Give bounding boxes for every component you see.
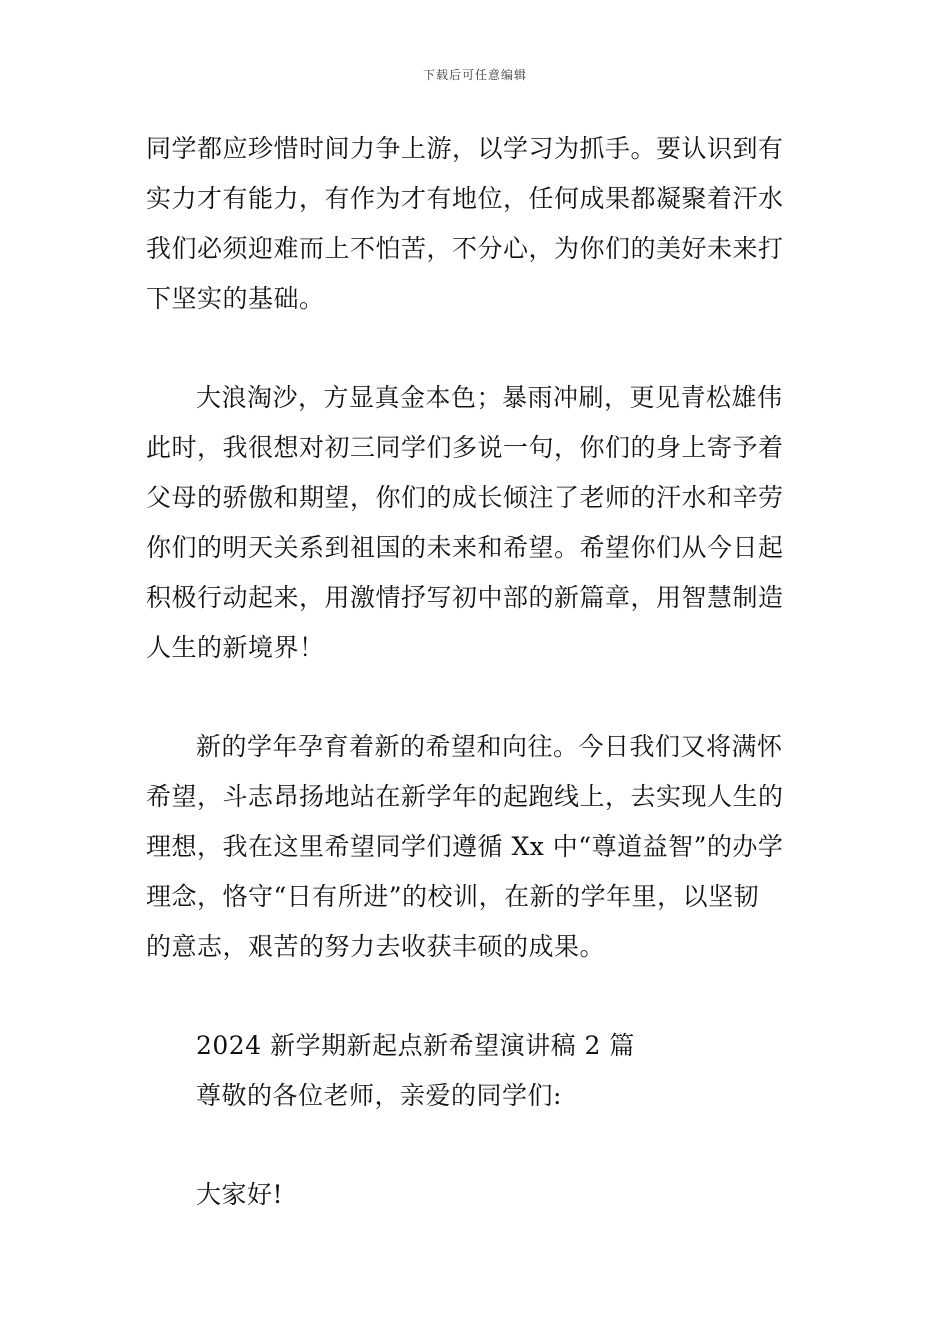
paragraph-line: 我们必须迎难而上不怕苦，不分心，为你们的美好未来打: [146, 234, 784, 263]
speech-title: 2024 新学期新起点新希望演讲稿 2 篇: [196, 1031, 635, 1060]
paragraph-line: 的意志，艰苦的努力去收获丰硕的成果。: [146, 932, 606, 961]
paragraph-line: 希望，斗志昂扬地站在新学年的起跑线上，去实现人生的: [146, 782, 784, 811]
paragraph-line: 积极行动起来，用激情抒写初中部的新篇章，用智慧制造: [146, 583, 784, 612]
paragraph-line: 同学都应珍惜时间力争上游，以学习为抓手。要认识到有: [146, 134, 784, 163]
paragraph-line: 人生的新境界！: [146, 633, 325, 662]
page-header-note: 下载后可任意编辑: [422, 68, 527, 82]
paragraph-line: 理想，我在这里希望同学们遵循 Xx 中“尊道益智”的办学: [146, 832, 784, 861]
paragraph-line: 你们的明天关系到祖国的未来和希望。希望你们从今日起: [146, 533, 784, 562]
paragraph-line: 新的学年孕育着新的希望和向往。今日我们又将满怀: [196, 732, 783, 761]
paragraph-line: 大浪淘沙，方显真金本色；暴雨冲刷，更见青松雄伟: [196, 383, 783, 412]
speech-salutation: 尊敬的各位老师，亲爱的同学们:: [196, 1081, 562, 1110]
paragraph-line: 父母的骄傲和期望，你们的成长倾注了老师的汗水和辛劳: [146, 483, 784, 512]
paragraph-line: 理念，恪守“日有所进”的校训，在新的学年里，以坚韧: [146, 882, 760, 911]
speech-greeting: 大家好!: [196, 1180, 284, 1209]
paragraph-line: 此时，我很想对初三同学们多说一句，你们的身上寄予着: [146, 433, 784, 462]
paragraph-line: 实力才有能力，有作为才有地位，任何成果都凝聚着汗水: [146, 184, 784, 213]
paragraph-line: 下坚实的基础。: [146, 284, 325, 313]
